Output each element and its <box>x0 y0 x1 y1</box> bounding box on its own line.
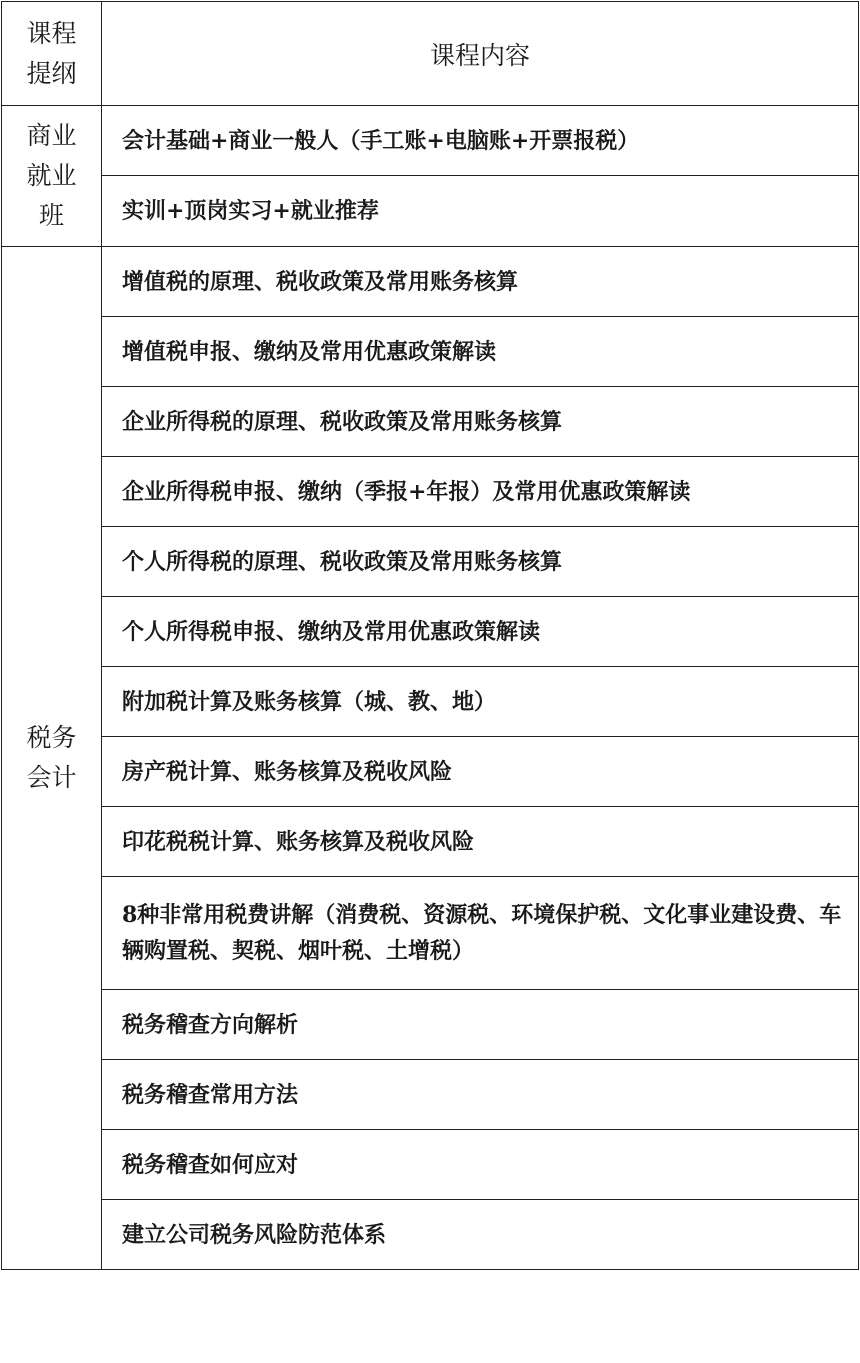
header-row <box>2 2 859 106</box>
group-label-cell <box>2 247 102 1270</box>
course-item: 8种非常用税费讲解（消费税、资源税、环境保护税、文化事业建设费、车辆购置税、契税、烟叶税、土增税） <box>102 877 859 990</box>
table-row <box>2 106 859 176</box>
table-row <box>2 737 859 807</box>
table-row <box>2 1130 859 1200</box>
table-row <box>2 176 859 247</box>
course-item: 建立公司税务风险防范体系 <box>102 1200 859 1270</box>
course-item: 税务稽查方向解析 <box>102 990 859 1060</box>
course-item: 附加税计算及账务核算（城、教、地） <box>102 667 859 737</box>
course-item: 税务稽查常用方法 <box>102 1060 859 1130</box>
table-row <box>2 667 859 737</box>
course-item: 个人所得税申报、缴纳及常用优惠政策解读 <box>102 597 859 667</box>
table-row <box>2 317 859 387</box>
course-item: 会计基础+商业一般人（手工账+电脑账+开票报税） <box>102 106 859 176</box>
table-row <box>2 1060 859 1130</box>
header-outline-cell <box>2 2 102 106</box>
course-item: 个人所得税的原理、税收政策及常用账务核算 <box>102 527 859 597</box>
group-label: 税务会计 <box>26 723 77 792</box>
header-outline-label: 课程提纲 <box>26 18 77 88</box>
table-row <box>2 247 859 317</box>
table-row <box>2 387 859 457</box>
course-item: 企业所得税申报、缴纳（季报+年报）及常用优惠政策解读 <box>102 457 859 527</box>
table-row <box>2 1200 859 1270</box>
header-content-label: 课程内容 <box>102 2 859 106</box>
table-row <box>2 597 859 667</box>
course-item: 增值税的原理、税收政策及常用账务核算 <box>102 247 859 317</box>
group-label: 商业就业班 <box>26 121 77 230</box>
course-item: 企业所得税的原理、税收政策及常用账务核算 <box>102 387 859 457</box>
table-row <box>2 807 859 877</box>
group-label-cell <box>2 106 102 247</box>
course-item: 增值税申报、缴纳及常用优惠政策解读 <box>102 317 859 387</box>
table-row <box>2 457 859 527</box>
table-row <box>2 877 859 990</box>
course-item: 税务稽查如何应对 <box>102 1130 859 1200</box>
syllabus-table <box>1 1 859 1270</box>
table-row <box>2 527 859 597</box>
course-item: 实训+顶岗实习+就业推荐 <box>102 176 859 247</box>
table-row <box>2 990 859 1060</box>
course-item: 房产税计算、账务核算及税收风险 <box>102 737 859 807</box>
course-item: 印花税税计算、账务核算及税收风险 <box>102 807 859 877</box>
